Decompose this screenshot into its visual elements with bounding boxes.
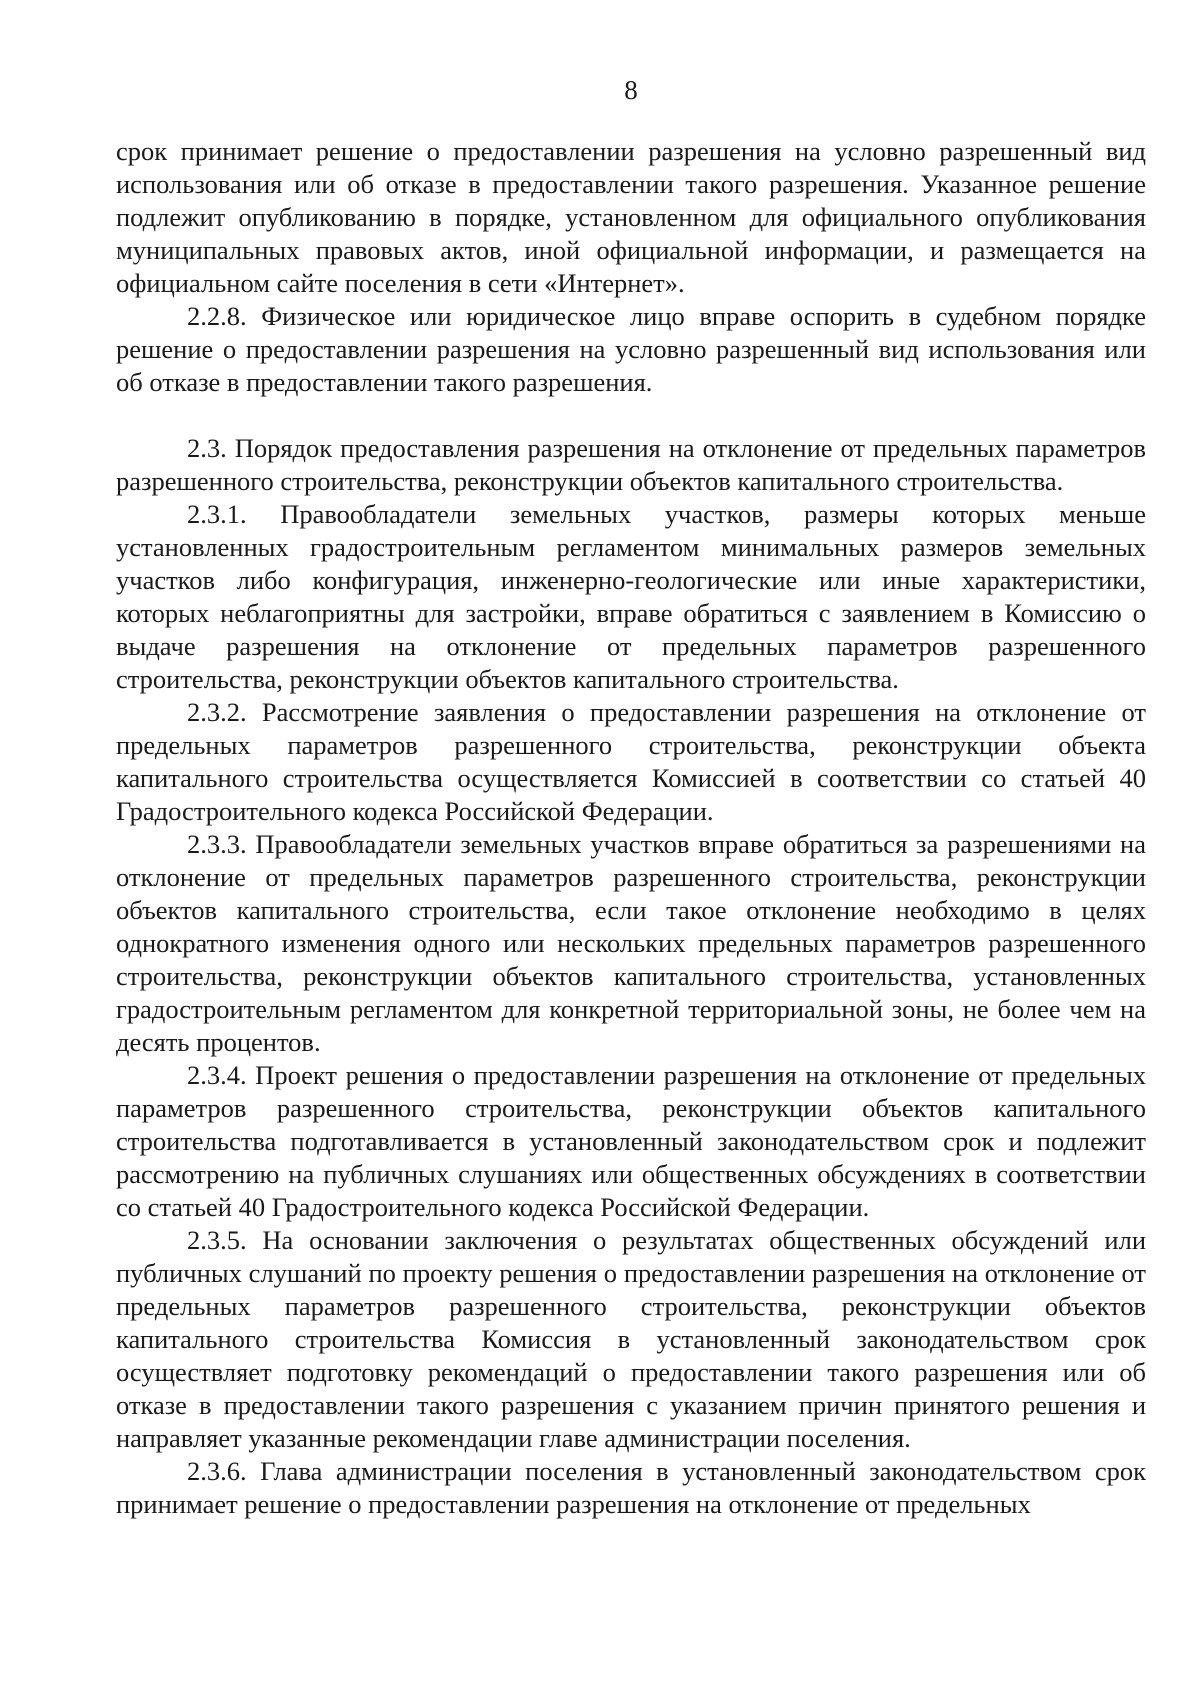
paragraph-2-3-2: 2.3.2. Рассмотрение заявления о предоставлении разрешения на отклонение от предельных параметров разрешенного строительства, реконструкции объекта капитального строительства осуществляется Комиссией в соответствии со статьей 40 Градостроительного кодекса Российской Федерации. bbox=[116, 697, 1146, 826]
page-number: 8 bbox=[624, 75, 638, 105]
paragraph-2-3-1: 2.3.1. Правообладатели земельных участков, размеры которых меньше установленных градостроительным регламентом минимальных размеров земельных участков либо конфигурация, инженерно-геологические или иные характеристики, которых неблагоприятны для застройки, вправе обратиться с заявлением в Комиссию о выдаче разрешения на отклонение от предельных параметров разрешенного строительства, реконструкции объектов капитального строительства. bbox=[116, 499, 1146, 694]
paragraph-2-3-6: 2.3.6. Глава администрации поселения в установленный законодательством срок принимает решение о предоставлении разрешения на отклонение от предельных bbox=[116, 1456, 1146, 1519]
document-body bbox=[116, 135, 1146, 1521]
section-heading-2-3: 2.3. Порядок предоставления разрешения на отклонение от предельных параметров разрешенного строительства, реконструкции объектов капитального строительства. bbox=[116, 433, 1146, 496]
paragraph-continuation: срок принимает решение о предоставлении разрешения на условно разрешенный вид использования или об отказе в предоставлении такого разрешения. Указанное решение подлежит опубликованию в порядке, установленном для официального опубликования муниципальных правовых актов, иной официальной информации, и размещается на официальном сайте поселения в сети «Интернет». bbox=[116, 136, 1146, 298]
paragraph-2-3-5: 2.3.5. На основании заключения о результатах общественных обсуждений или публичных слушаний по проекту решения о предоставлении разрешения на отклонение от предельных параметров разрешенного строительства, реконструкции объектов капитального строительства Комиссия в установленный законодательством срок осуществляет подготовку рекомендаций о предоставлении такого разрешения или об отказе в предоставлении такого разрешения с указанием причин принятого решения и направляет указанные рекомендации главе администрации поселения. bbox=[116, 1225, 1146, 1453]
paragraph-2-3-4: 2.3.4. Проект решения о предоставлении разрешения на отклонение от предельных параметров разрешенного строительства, реконструкции объектов капитального строительства подготавливается в установленный законодательством срок и подлежит рассмотрению на публичных слушаниях или общественных обсуждениях в соответствии со статьей 40 Градостроительного кодекса Российской Федерации. bbox=[116, 1060, 1146, 1222]
paragraph-2-2-8: 2.2.8. Физическое или юридическое лицо вправе оспорить в судебном порядке решение о предоставлении разрешения на условно разрешенный вид использования или об отказе в предоставлении такого разрешения. bbox=[116, 301, 1146, 397]
paragraph-2-3-3: 2.3.3. Правообладатели земельных участков вправе обратиться за разрешениями на отклонение от предельных параметров разрешенного строительства, реконструкции объектов капитального строительства, если такое отклонение необходимо в целях однократного изменения одного или нескольких предельных параметров разрешенного строительства, реконструкции объектов капитального строительства, установленных градостроительным регламентом для конкретной территориальной зоны, не более чем на десять процентов. bbox=[116, 829, 1146, 1057]
